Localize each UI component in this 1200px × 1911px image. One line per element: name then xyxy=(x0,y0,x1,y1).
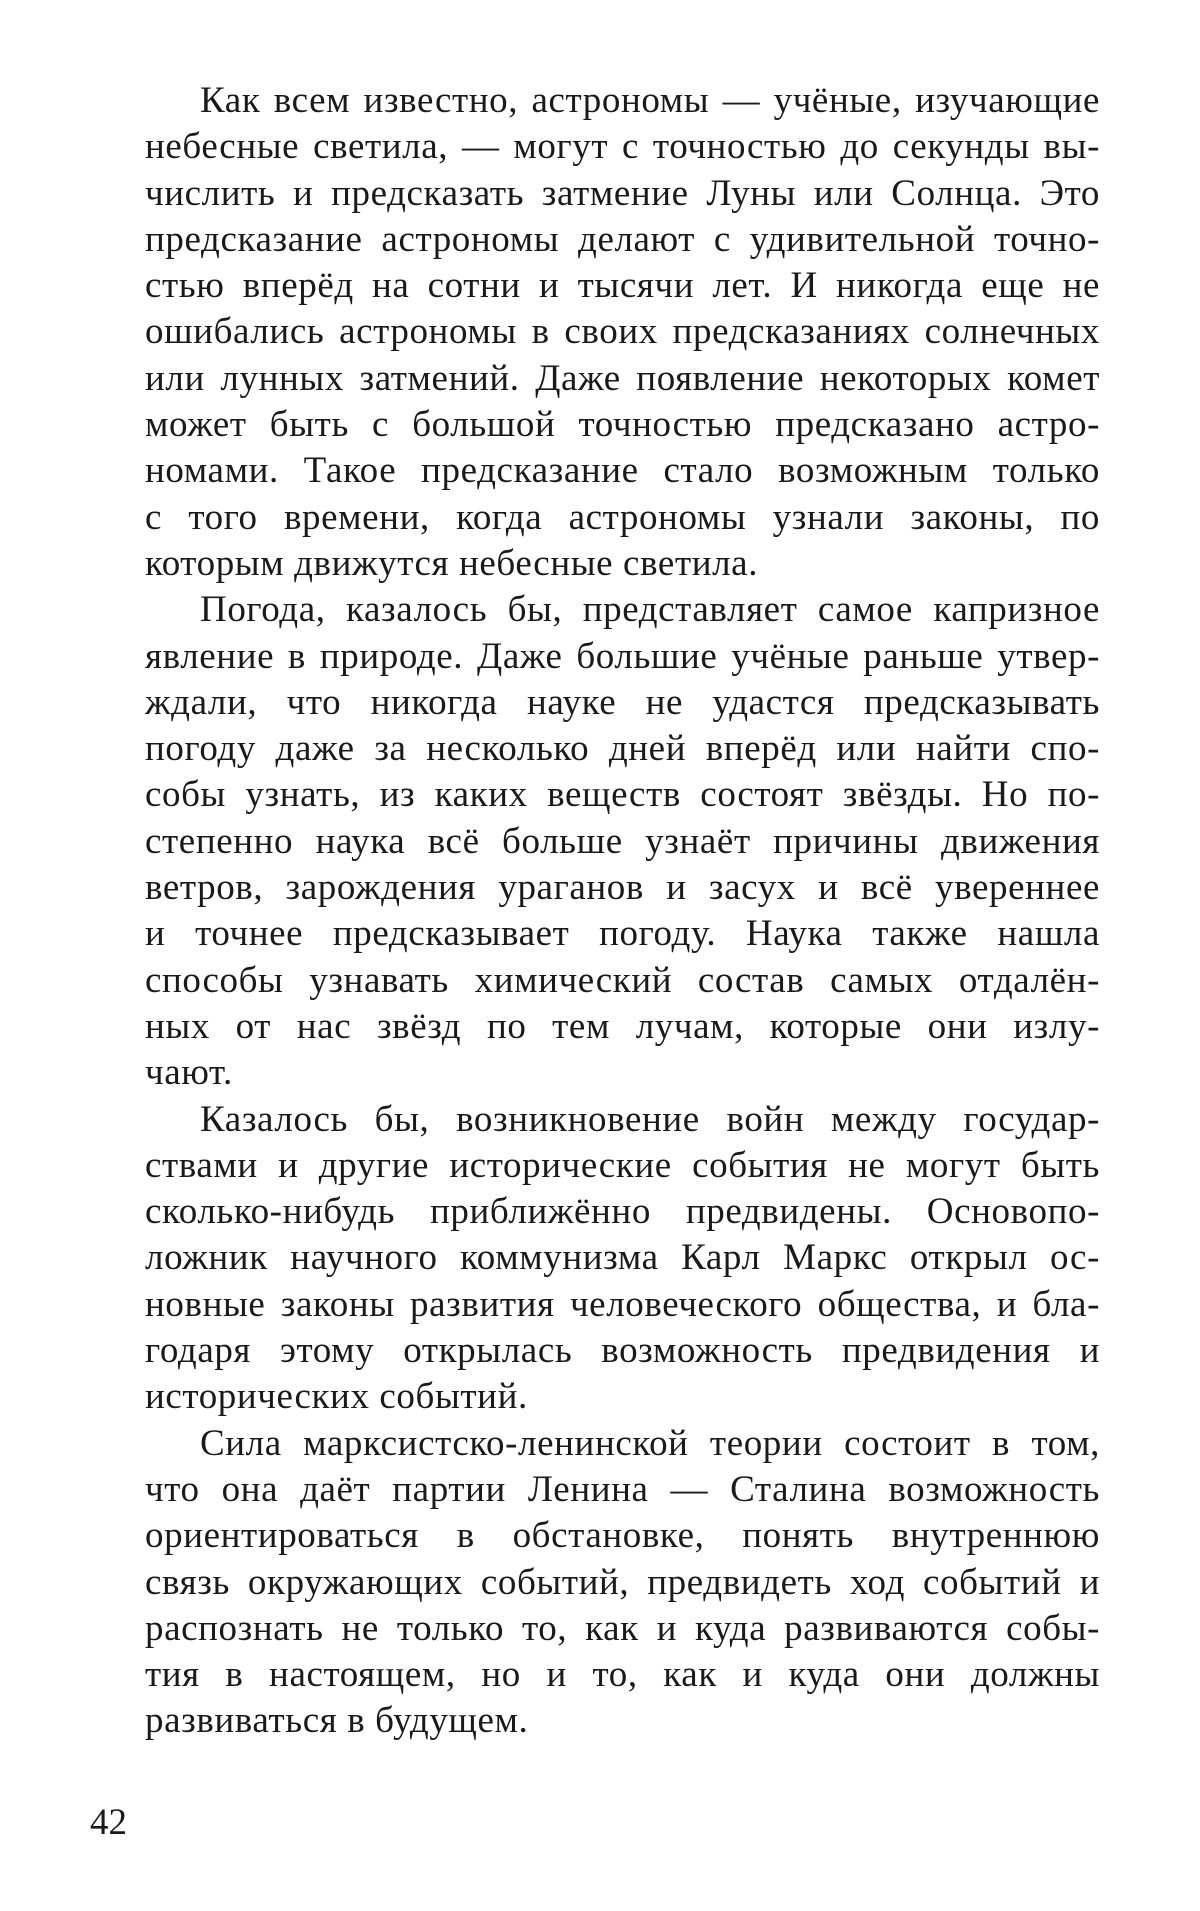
text-line: что она даёт партии Ленина — Сталина возможность xyxy=(145,1468,1100,1510)
text-line: Погода, казалось бы, представляет самое капризное xyxy=(200,589,1100,631)
text-line: или лунных затмений. Даже появление некоторых комет xyxy=(145,357,1100,399)
text-line: исторических событий. xyxy=(145,1376,528,1418)
text-line: связь окружающих событий, предвидеть ход событий и xyxy=(145,1561,1100,1603)
text-line: с того времени, когда астрономы узнали законы, по xyxy=(145,496,1100,538)
text-line: способы узнавать химический состав самых отдалён- xyxy=(145,959,1100,1001)
paragraph-history xyxy=(90,1097,1100,1421)
text-line: Как всем известно, астрономы — учёные, изучающие xyxy=(200,80,1100,121)
text-line: ствами и другие исторические события не могут быть xyxy=(145,1144,1100,1186)
text-line: новные законы развития человеческого общества, и бла- xyxy=(145,1283,1100,1325)
text-line: ных от нас звёзд по тем лучам, которые они излу- xyxy=(145,1005,1100,1047)
text-line: предсказание астрономы делают с удивительной точно- xyxy=(145,218,1100,260)
paragraph-theory xyxy=(90,1421,1100,1745)
paragraph-astronomy xyxy=(90,78,1100,587)
text-line: сколько-нибудь приближённо предвидены. Основопо- xyxy=(145,1191,1100,1233)
text-line: числить и предсказать затмение Луны или Солнца. Это xyxy=(145,172,1100,214)
text-line: может быть с большой точностью предсказано астро- xyxy=(145,404,1100,446)
text-line: небесные светила, — могут с точностью до секунды вы- xyxy=(145,126,1100,168)
text-line: ошибались астрономы в своих предсказаниях солнечных xyxy=(145,311,1100,353)
text-line: ложник научного коммунизма Карл Маркс открыл ос- xyxy=(145,1237,1100,1279)
page-body xyxy=(90,78,1100,1745)
text-line: Казалось бы, возникновение войн между государ- xyxy=(200,1098,1100,1140)
text-line: распознать не только то, как и куда развиваются собы- xyxy=(145,1607,1100,1649)
text-line: развиваться в будущем. xyxy=(145,1700,529,1742)
text-line: и точнее предсказывает погоду. Наука также нашла xyxy=(145,913,1100,955)
text-line: годаря этому открылась возможность предвидения и xyxy=(145,1330,1100,1372)
text-line: ориентироваться в обстановке, понять внутреннюю xyxy=(145,1515,1100,1557)
text-line: тия в настоящем, но и то, как и куда они должны xyxy=(145,1654,1100,1696)
text-line: явление в природе. Даже большие учёные раньше утвер- xyxy=(145,635,1100,677)
text-line: номами. Такое предсказание стало возможным только xyxy=(145,450,1100,492)
text-line: ждали, что никогда науке не удастся предсказывать xyxy=(145,681,1100,723)
text-line: стью вперёд на сотни и тысячи лет. И никогда еще не xyxy=(145,265,1100,307)
text-line: степенно наука всё больше узнаёт причины движения xyxy=(145,820,1100,862)
text-line: собы узнать, из каких веществ состоят звёзды. Но по- xyxy=(145,774,1100,816)
text-line: которым движутся небесные светила. xyxy=(145,542,759,584)
text-line: погоду даже за несколько дней вперёд или найти спо- xyxy=(145,728,1100,770)
text-line: ветров, зарождения ураганов и засух и всё увереннее xyxy=(145,867,1100,909)
page-number: 42 xyxy=(90,1802,127,1843)
text-line: Сила марксистско-ленинской теории состоит в том, xyxy=(200,1422,1100,1464)
paragraph-weather xyxy=(90,587,1100,1096)
text-line: чают. xyxy=(145,1052,233,1094)
